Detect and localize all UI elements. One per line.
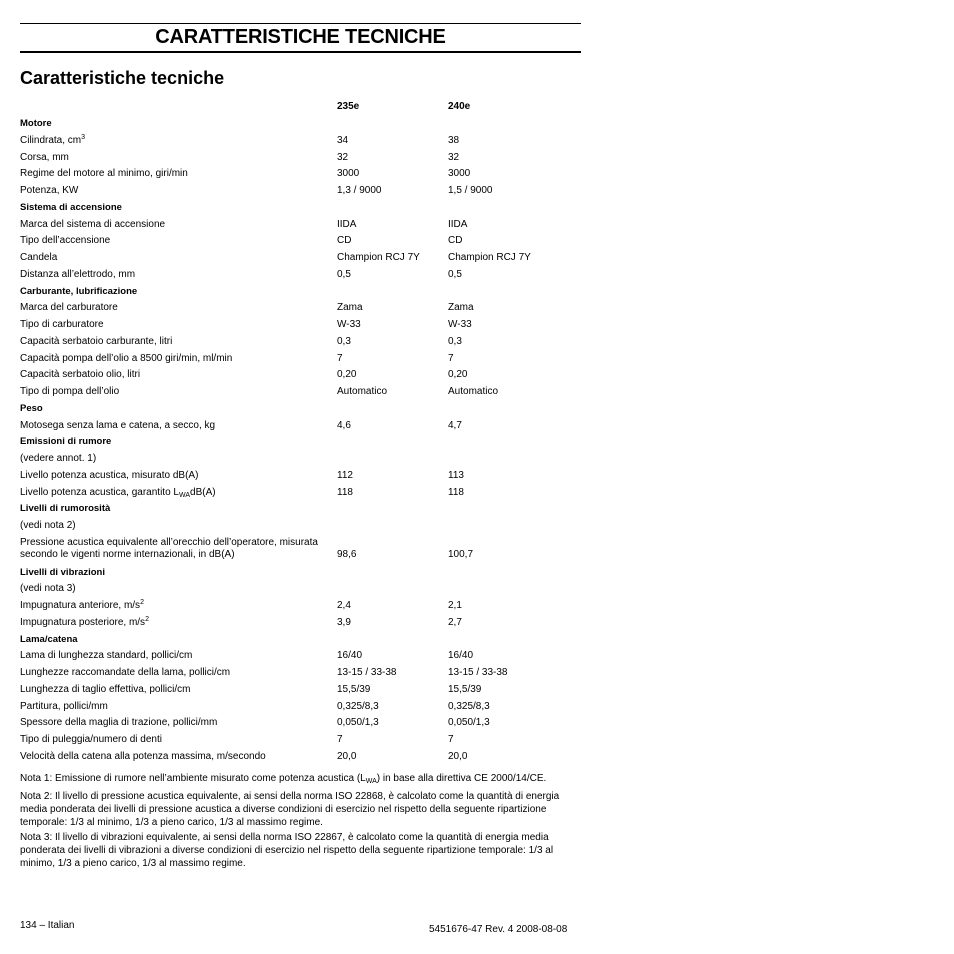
value-240e: 16/40	[448, 650, 474, 662]
document-revision: 5451676-47 Rev. 4 2008-08-08	[429, 924, 568, 935]
value-240e: 0,325/8,3	[448, 700, 490, 712]
note-1-subscript: WA	[365, 778, 377, 785]
value-235e: 112	[337, 469, 353, 481]
value-235e: CD	[337, 235, 352, 247]
value-240e: 0,5	[448, 268, 462, 280]
row-label-text: Marca del carburatore	[20, 302, 118, 314]
row-label-superscript: 3	[81, 133, 86, 141]
row-label-text: Carburante, lubrificazione	[20, 285, 138, 297]
row-label-text: Tipo di pompa dell’olio	[20, 386, 120, 397]
row-label-text: Corsa, mm	[20, 151, 69, 163]
row-label-text: Candela	[20, 252, 58, 263]
column-header-235e: 235e	[337, 101, 360, 112]
row-label	[20, 734, 320, 746]
row-label-text: Motore	[20, 118, 52, 129]
row-label	[20, 269, 320, 281]
value-235e: 0,3	[337, 335, 351, 347]
row-label-text: Livello potenza acustica, garantito L	[20, 486, 179, 498]
value-240e: 32	[448, 151, 460, 163]
row-label-text: Emissioni di rumore	[20, 436, 112, 448]
row-label	[20, 470, 320, 482]
row-label-text: Spessore della maglia di trazione, pollici/mm	[20, 717, 218, 729]
row-label	[20, 487, 320, 499]
note-1-text: Nota 1: Emissione di rumore nell’ambiente misurato come potenza acustica (L	[20, 773, 366, 784]
value-240e: 2,7	[448, 616, 462, 628]
value-240e: 20,0	[448, 750, 468, 762]
row-label	[20, 235, 320, 247]
group-heading-label	[20, 118, 320, 130]
group-heading-label	[20, 567, 320, 579]
row-label-text: Capacità pompa dell’olio a 8500 giri/min, ml/min	[20, 352, 233, 364]
value-235e: 16/40	[337, 650, 363, 662]
row-label-text: Lama di lunghezza standard, pollici/cm	[20, 650, 193, 662]
value-235e: 0,050/1,3	[337, 717, 379, 729]
row-label	[20, 336, 320, 348]
value-240e: 0,050/1,3	[448, 717, 490, 729]
row-label	[20, 420, 320, 432]
row-label	[20, 453, 320, 465]
value-240e: 113	[448, 469, 464, 481]
value-240e: 13-15 / 33-38	[448, 667, 508, 678]
row-label-text: Livelli di rumorosità	[20, 503, 111, 515]
value-240e: 15,5/39	[448, 683, 482, 695]
row-label	[20, 717, 320, 729]
value-235e: Champion RCJ 7Y	[337, 252, 420, 263]
value-235e: 20,0	[337, 750, 357, 762]
group-heading-label	[20, 634, 320, 646]
value-235e: 2,4	[337, 600, 351, 611]
row-label-text: Tipo di puleggia/numero di denti	[20, 734, 162, 745]
row-label	[20, 386, 320, 398]
row-label-text: (vedere annot. 1)	[20, 453, 97, 464]
value-240e: 38	[448, 134, 460, 146]
row-label-text: (vedi nota 2)	[20, 520, 76, 531]
row-label-text: Tipo dell’accensione	[20, 235, 111, 247]
row-label	[20, 319, 320, 331]
value-240e: 2,1	[448, 600, 462, 611]
value-235e: 4,6	[337, 419, 351, 431]
value-235e: 13-15 / 33-38	[337, 667, 397, 678]
row-label	[20, 537, 320, 561]
group-heading-label	[20, 503, 320, 515]
row-label-text: Lunghezza di taglio effettiva, pollici/cm	[20, 683, 191, 695]
value-240e: 118	[448, 486, 464, 498]
row-label-text: Capacità serbatoio olio, litri	[20, 369, 141, 381]
value-235e: 34	[337, 134, 349, 146]
header-band	[20, 23, 581, 53]
row-label	[20, 302, 320, 314]
row-label	[20, 168, 320, 180]
group-heading-label	[20, 436, 320, 448]
value-235e: 0,5	[337, 268, 351, 280]
group-heading-label	[20, 202, 320, 214]
value-240e: 0,20	[448, 369, 468, 381]
row-label	[20, 252, 320, 264]
value-235e: 15,5/39	[337, 683, 371, 695]
row-label-text: Potenza, KW	[20, 185, 79, 196]
value-235e: 1,3 / 9000	[337, 185, 382, 196]
row-label-superscript: 2	[140, 599, 144, 606]
note-2: Nota 2: Il livello di pressione acustica equivalente, ai sensi della norma ISO 22868, è calcolato come la quantità di energia media ponderata dei livelli di pressione acustica a diverse condizioni di esercizio nel rispetto della seguente ripartizione temporale: 1/3 al minimo, 1/3 a pieno carico, 1/3 al massimo regime.	[20, 791, 560, 828]
row-label-text: Impugnatura posteriore, m/s	[20, 616, 146, 628]
value-235e: 0,325/8,3	[337, 700, 379, 712]
value-240e: Champion RCJ 7Y	[448, 252, 531, 263]
value-235e: 0,20	[337, 369, 357, 381]
row-label	[20, 353, 320, 365]
value-235e: 118	[337, 486, 353, 498]
row-label-text: Velocità della catena alla potenza massima, m/secondo	[20, 750, 266, 762]
page-header-title: CARATTERISTICHE TECNICHE	[155, 26, 446, 48]
row-label	[20, 369, 320, 381]
row-label-text: Distanza all’elettrodo, mm	[20, 268, 136, 280]
value-235e: 3000	[337, 168, 360, 180]
value-235e: Automatico	[337, 386, 388, 397]
row-label	[20, 135, 320, 147]
row-label	[20, 650, 320, 662]
row-label	[20, 600, 320, 612]
row-label-text: Partitura, pollici/mm	[20, 700, 108, 712]
row-label	[20, 701, 320, 713]
value-235e: IIDA	[337, 218, 357, 230]
row-label	[20, 520, 320, 532]
row-label-text: Cilindrata, cm	[20, 134, 82, 146]
row-label-text: Lama/catena	[20, 633, 78, 645]
row-label-text: Lunghezze raccomandate della lama, pollici/cm	[20, 667, 231, 678]
value-240e: 100,7	[448, 548, 474, 560]
value-240e: 1,5 / 9000	[448, 185, 493, 196]
row-label-text: Peso	[20, 402, 43, 414]
row-label-text: Marca del sistema di accensione	[20, 218, 166, 230]
row-label-text: Impugnatura anteriore, m/s	[20, 600, 141, 611]
row-label	[20, 751, 320, 763]
value-240e: W-33	[448, 319, 472, 330]
row-label-text: Motosega senza lama e catena, a secco, kg	[20, 419, 216, 431]
value-240e: 4,7	[448, 419, 462, 431]
row-label	[20, 219, 320, 231]
value-235e: 32	[337, 151, 349, 163]
group-heading-label	[20, 403, 320, 415]
row-label-text: Livello potenza acustica, misurato dB(A)	[20, 469, 199, 481]
value-235e: W-33	[337, 319, 361, 330]
note-1-text-end: ) in base alla direttiva CE 2000/14/CE.	[376, 773, 547, 784]
row-label-superscript: 2	[145, 615, 149, 623]
row-label-text: Regime del motore al minimo, giri/min	[20, 168, 188, 180]
value-235e: 98,6	[337, 548, 357, 560]
value-240e: 3000	[448, 168, 471, 180]
value-240e: CD	[448, 235, 463, 247]
section-title: Caratteristiche tecniche	[20, 68, 225, 88]
row-label	[20, 152, 320, 164]
note-1	[20, 772, 585, 785]
value-235e: 7	[337, 352, 343, 364]
page-number: 134 – Italian	[20, 920, 75, 931]
value-240e: Automatico	[448, 386, 499, 397]
row-label	[20, 667, 320, 679]
note-3: Nota 3: Il livello di vibrazioni equivalente, ai sensi della norma ISO 22867, è calcolato come la quantità di energia media ponderata dei livelli di vibrazioni a diverse condizioni di esercizio nel rispetto della seguente ripartizione temporale: 1/3 al minimo, 1/3 a pieno carico, 1/3 al massimo regime.	[20, 832, 554, 869]
row-label-text: Tipo di carburatore	[20, 319, 104, 330]
value-240e: 7	[448, 734, 454, 745]
row-label-text: Pressione acustica equivalente all’orecchio dell’operatore, misurata secondo le vigenti norme internazionali, in dB(A)	[20, 536, 318, 560]
value-235e: 3,9	[337, 616, 351, 628]
row-label-text: Capacità serbatoio carburante, litri	[20, 335, 173, 347]
row-label	[20, 684, 320, 696]
row-label-subscript: WA	[179, 491, 191, 499]
value-240e: Zama	[448, 302, 474, 314]
group-heading-label	[20, 286, 320, 298]
row-label-suffix: dB(A)	[190, 486, 216, 498]
row-label-text: (vedi nota 3)	[20, 583, 76, 595]
value-240e: IIDA	[448, 218, 468, 230]
value-235e: Zama	[337, 302, 363, 314]
value-235e: 7	[337, 734, 343, 745]
row-label	[20, 583, 320, 595]
row-label	[20, 617, 320, 629]
value-240e: 7	[448, 352, 454, 364]
row-label-text: Livelli di vibrazioni	[20, 566, 105, 578]
column-header-240e: 240e	[448, 101, 471, 112]
row-label-text: Sistema di accensione	[20, 201, 122, 213]
value-240e: 0,3	[448, 335, 462, 347]
row-label	[20, 185, 320, 197]
